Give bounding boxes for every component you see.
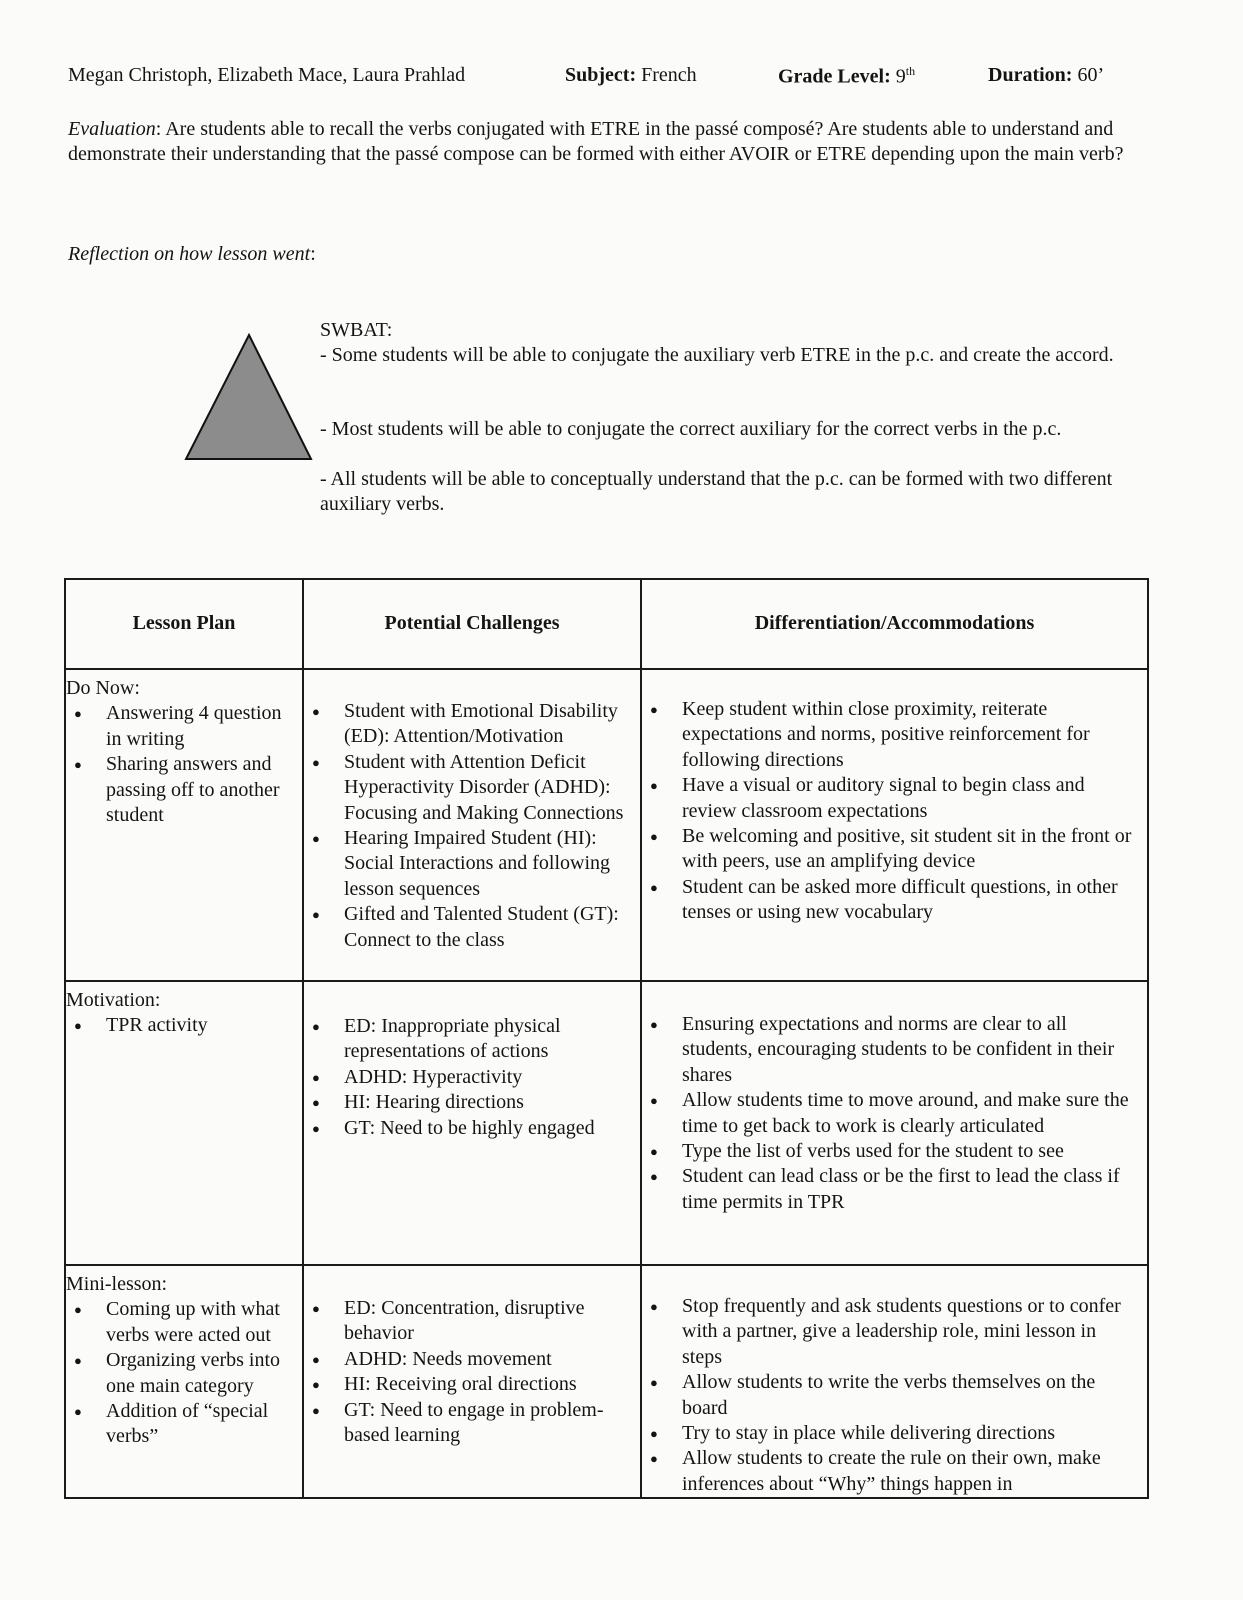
list-item: ● Type the list of verbs used for the student to see <box>642 1139 1139 1164</box>
evaluation-paragraph <box>68 117 1148 167</box>
header-potential-challenges: Potential Challenges <box>303 579 641 669</box>
accommodations-cell <box>641 981 1148 1265</box>
subject-field <box>565 64 697 87</box>
challenges-cell <box>303 1265 641 1498</box>
list-item: ● ED: Inappropriate physical representations of actions <box>304 1014 640 1065</box>
reflection-colon: : <box>310 243 316 265</box>
swbat-title: SWBAT: <box>320 319 393 341</box>
list-item: ● Organizing verbs into one main category <box>66 1348 302 1399</box>
list-item: ● Stop frequently and ask students questions or to confer with a partner, give a leadership role, mini lesson in steps <box>642 1294 1139 1370</box>
lesson-list <box>66 1297 302 1449</box>
swbat-some: - Some students will be able to conjugate the auxiliary verb ETRE in the p.c. and create the accord. <box>320 344 1114 366</box>
table-row-do-now <box>65 669 1148 981</box>
list-item: ● Allow students time to move around, and make sure the time to get back to work is clearly articulated <box>642 1088 1139 1139</box>
challenges-list <box>304 1014 640 1141</box>
list-item: ● TPR activity <box>66 1013 302 1038</box>
list-item: ● GT: Need to engage in problem-based learning <box>304 1398 640 1449</box>
differentiation-triangle <box>184 333 314 463</box>
grade-value: 9 <box>895 65 906 88</box>
duration-label: Duration: <box>988 64 1073 86</box>
list-item: ● Student can be asked more difficult questions, in other tenses or using new vocabulary <box>642 875 1139 926</box>
lesson-list <box>66 1013 302 1038</box>
list-item: ● Be welcoming and positive, sit student sit in the front or with peers, use an amplifying device <box>642 824 1139 875</box>
list-item: ● GT: Need to be highly engaged <box>304 1116 640 1141</box>
section-label: Mini-lesson: <box>66 1273 168 1295</box>
lesson-list <box>66 701 302 828</box>
list-item: ● Student with Attention Deficit Hyperactivity Disorder (ADHD): Focusing and Making Connections <box>304 750 640 826</box>
list-item: ● Answering 4 question in writing <box>66 701 302 752</box>
table-row-mini-lesson <box>65 1265 1148 1498</box>
lesson-cell <box>65 1265 303 1498</box>
accommodations-cell <box>641 1265 1148 1498</box>
section-label: Motivation: <box>66 989 161 1011</box>
list-item: ● Coming up with what verbs were acted out <box>66 1297 302 1348</box>
table-header-row <box>65 579 1148 669</box>
header-differentiation: Differentiation/Accommodations <box>641 579 1148 669</box>
duration-value: 60’ <box>1077 64 1105 86</box>
grade-suffix: th <box>905 64 916 78</box>
subject-value: French <box>641 64 697 86</box>
swbat-all: - All students will be able to conceptually understand that the p.c. can be formed with two different auxiliary verbs. <box>320 468 1113 515</box>
list-item: ● HI: Hearing directions <box>304 1090 640 1115</box>
list-item: ● Student can lead class or be the first to lead the class if time permits in TPR <box>642 1164 1139 1215</box>
evaluation-label: Evaluation <box>68 118 156 140</box>
grade-field <box>778 64 915 89</box>
accommodations-cell <box>641 669 1148 981</box>
section-label: Do Now: <box>66 677 140 699</box>
list-item: ● Allow students to create the rule on their own, make inferences about “Why” things happen in <box>642 1446 1139 1497</box>
list-item: ● ED: Concentration, disruptive behavior <box>304 1296 640 1347</box>
list-item: ● Ensuring expectations and norms are clear to all students, encouraging students to be confident in their shares <box>642 1012 1139 1088</box>
challenges-list <box>304 699 640 953</box>
evaluation-text: : Are students able to recall the verbs conjugated with ETRE in the passé composé? Are students able to understand and demonstrate their understanding that the passé compose can be formed with either AVOIR or ETRE depending upon the main verb? <box>68 118 1124 165</box>
list-item: ● ADHD: Needs movement <box>304 1347 640 1372</box>
challenges-cell <box>303 669 641 981</box>
lesson-cell <box>65 981 303 1265</box>
lesson-plan-table <box>64 578 1149 1499</box>
accommodations-list <box>642 1294 1139 1497</box>
triangle-shape <box>186 335 311 459</box>
list-item: ● Sharing answers and passing off to another student <box>66 752 302 828</box>
table-row-motivation <box>65 981 1148 1265</box>
accommodations-list <box>642 1012 1139 1215</box>
challenges-cell <box>303 981 641 1265</box>
list-item: ● ADHD: Hyperactivity <box>304 1065 640 1090</box>
header-lesson-plan: Lesson Plan <box>65 579 303 669</box>
list-item: ● Try to stay in place while delivering directions <box>642 1421 1139 1446</box>
challenges-list <box>304 1296 640 1448</box>
duration-field <box>988 64 1104 87</box>
list-item: ● Addition of “special verbs” <box>66 1399 302 1450</box>
list-item: ● Gifted and Talented Student (GT): Connect to the class <box>304 902 640 953</box>
reflection-label: Reflection on how lesson went <box>68 243 311 265</box>
authors: Megan Christoph, Elizabeth Mace, Laura Prahlad <box>68 64 466 86</box>
subject-label: Subject: <box>565 64 637 86</box>
swbat-most: - Most students will be able to conjugate the correct auxiliary for the correct verbs in the p.c. <box>320 418 1062 440</box>
accommodations-list <box>642 697 1139 926</box>
list-item: ● HI: Receiving oral directions <box>304 1372 640 1397</box>
list-item: ● Have a visual or auditory signal to begin class and review classroom expectations <box>642 773 1139 824</box>
list-item: ● Allow students to write the verbs themselves on the board <box>642 1370 1139 1421</box>
list-item: ● Hearing Impaired Student (HI): Social Interactions and following lesson sequences <box>304 826 640 902</box>
grade-label: Grade Level: <box>778 65 891 88</box>
list-item: ● Keep student within close proximity, reiterate expectations and norms, positive reinforcement for following directions <box>642 697 1139 773</box>
list-item: ● Student with Emotional Disability (ED): Attention/Motivation <box>304 699 640 750</box>
lesson-cell <box>65 669 303 981</box>
reflection-heading <box>68 242 1148 267</box>
